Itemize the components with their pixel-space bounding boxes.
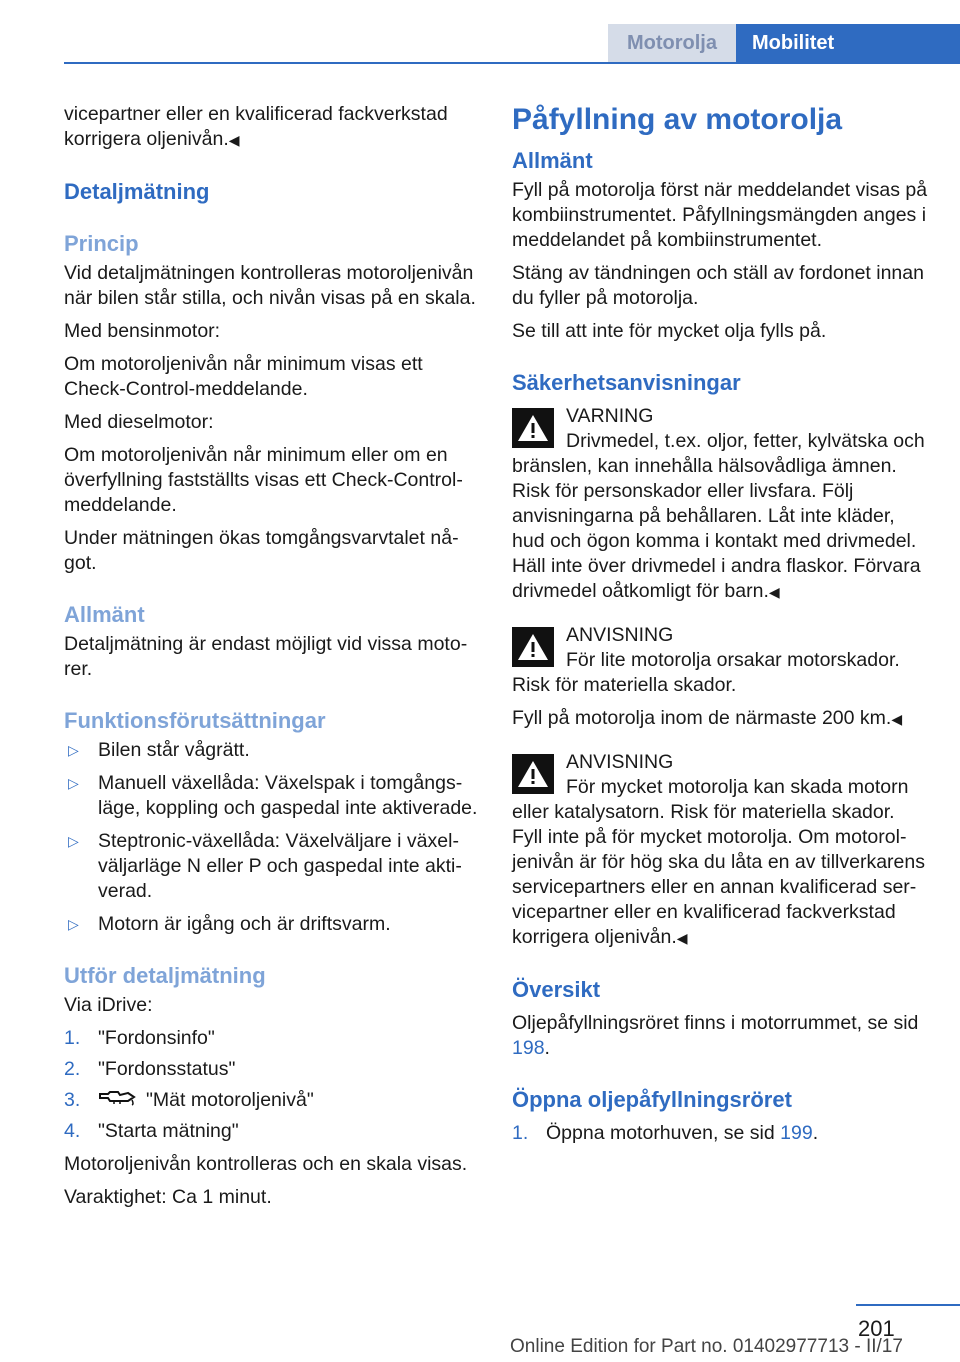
paragraph: Om motoroljenivån når minimum visas ett Check-Control-meddelande. [64, 353, 423, 400]
heading-allmant: Allmänt [64, 602, 145, 627]
end-mark-icon: ◀ [891, 711, 903, 727]
list-item: 2. "Fordonsstatus" [64, 1058, 236, 1080]
header-tabs [608, 24, 960, 62]
notice-block [512, 623, 930, 698]
page-link[interactable]: 199 [780, 1122, 813, 1144]
notice-title: ANVISNING [566, 751, 674, 773]
warning-triangle-icon [512, 754, 554, 794]
warning-triangle-icon [512, 627, 554, 667]
intro-text: vicepartner eller en kvalificerad fackverkstad korrigera oljenivån.◀ [64, 103, 448, 150]
end-mark-icon: ◀ [228, 132, 240, 148]
list-item: 1. Öppna motorhuven, se sid 199. [512, 1122, 819, 1144]
triangle-bullet-icon: ▷ [68, 775, 79, 791]
triangle-bullet-icon: ▷ [68, 833, 79, 849]
paragraph: Oljepåfyllningsröret finns i motorrummet, se sid 198. [512, 1012, 919, 1059]
notice-text: För mycket motorolja kan skada motorn eller katalysatorn. Risk för materiella skador. Fyll inte på för mycket motorolja. Om motoroljenivån är för hög ska du låta en av tillverkarens servicepartners eller en annan kvalificerad servicepartner eller en kvalificerad fackverkstad korrigera oljenivån. [512, 776, 925, 948]
edition-text: Online Edition for Part no. 01402977713 - II/17 [510, 1336, 903, 1357]
list-item: 1. "Fordonsinfo" [64, 1027, 215, 1049]
heading-allmant-right: Allmänt [512, 148, 593, 173]
page-number: 201 [858, 1316, 895, 1341]
end-mark-icon: ◀ [676, 930, 688, 946]
tab-section[interactable]: Motorolja [608, 24, 736, 62]
warning-block [512, 404, 930, 605]
paragraph: Fyll på motorolja inom de närmaste 200 km.◀ [512, 707, 903, 729]
paragraph: Om motoroljenivån når minimum eller om en överfyllning fastställts visas ett Check-Control-meddelande. [64, 444, 463, 516]
paragraph: Detaljmätning är endast möjligt vid vissa motorer. [64, 633, 468, 680]
list-item: ▷ Manuell växellåda: Växelspak i tomgångsläge, koppling och gaspedal inte aktiverade. [68, 772, 478, 819]
paragraph: Vid detaljmätningen kontrolleras motoroljenivån när bilen står stilla, och nivån visas på en skala. [64, 262, 476, 309]
notice-title: ANVISNING [566, 624, 674, 646]
conditions-list [64, 738, 479, 937]
warning-title: VARNING [566, 405, 654, 427]
paragraph: Med bensinmotor: [64, 320, 221, 342]
tab-chapter[interactable]: Mobilitet [736, 24, 960, 62]
heading-pafyllning: Påfyllning av motorolja [512, 103, 843, 136]
list-item: ▷ Steptronic-växellåda: Växelväljare i växelväljarläge N eller P och gaspedal inte aktiverad. [68, 830, 462, 902]
paragraph: Via iDrive: [64, 994, 153, 1016]
steps-list [512, 1121, 930, 1146]
list-item: 4. "Starta mätning" [64, 1120, 239, 1143]
paragraph: Under mätningen ökas tomgångsvarvtalet något. [64, 527, 459, 574]
heading-utfor: Utför detaljmätning [64, 963, 266, 988]
paragraph: Varaktighet: Ca 1 minut. [64, 1186, 272, 1209]
heading-oppna: Öppna oljepåfyllningsröret [512, 1087, 792, 1112]
heading-detaljmatning: Detaljmätning [64, 179, 210, 204]
header-rule [64, 62, 960, 64]
heading-princip: Princip [64, 231, 139, 256]
paragraph: Fyll på motorolja först när meddelandet visas på kombiinstrumentet. Påfyllningsmängden anges i meddelandet på kombiinstrumentet. [512, 179, 928, 251]
paragraph: Med dieselmotor: [64, 411, 214, 433]
warning-triangle-icon [512, 408, 554, 448]
oil-can-icon [98, 1088, 138, 1113]
list-item: 3. "Mät motoroljenivå" [64, 1088, 479, 1113]
left-column [64, 102, 479, 1218]
triangle-bullet-icon: ▷ [68, 916, 79, 932]
paragraph: Motoroljenivån kontrolleras och en skala visas. [64, 1153, 468, 1176]
list-item: ▷ Motorn är igång och är driftsvarm. [68, 913, 391, 935]
heading-sakerhetsanvisningar: Säkerhetsanvisningar [512, 370, 741, 395]
right-column [512, 102, 930, 1154]
notice-text: För lite motorolja orsakar motorskador. Risk för materiella skador. [512, 649, 900, 696]
triangle-bullet-icon: ▷ [68, 742, 79, 758]
end-mark-icon: ◀ [768, 584, 780, 600]
paragraph: Se till att inte för mycket olja fylls på. [512, 320, 827, 342]
heading-funktionsforutsattningar: Funktionsförutsättningar [64, 708, 326, 733]
notice-block [512, 750, 930, 951]
list-item: ▷ Bilen står vågrätt. [68, 739, 250, 761]
heading-oversikt: Översikt [512, 977, 601, 1002]
paragraph: Stäng av tändningen och ställ av fordonet innan du fyller på motorolja. [512, 262, 924, 309]
footer-rule [856, 1304, 960, 1306]
page-link[interactable]: 198 [512, 1037, 545, 1059]
steps-list [64, 1026, 479, 1144]
warning-text: Drivmedel, t.ex. oljor, fetter, kylvätska och bränslen, kan innehålla hälsovådliga ämnen. Risk för personskador eller livsfara. Följ anvisningarna på behållaren. Låt inte kläder, hud och ögon komma i kontakt med drivmedel. Häll inte över drivmedel i andra flaskor. Förvara drivmedel oåtkomligt för barn. [512, 430, 925, 602]
